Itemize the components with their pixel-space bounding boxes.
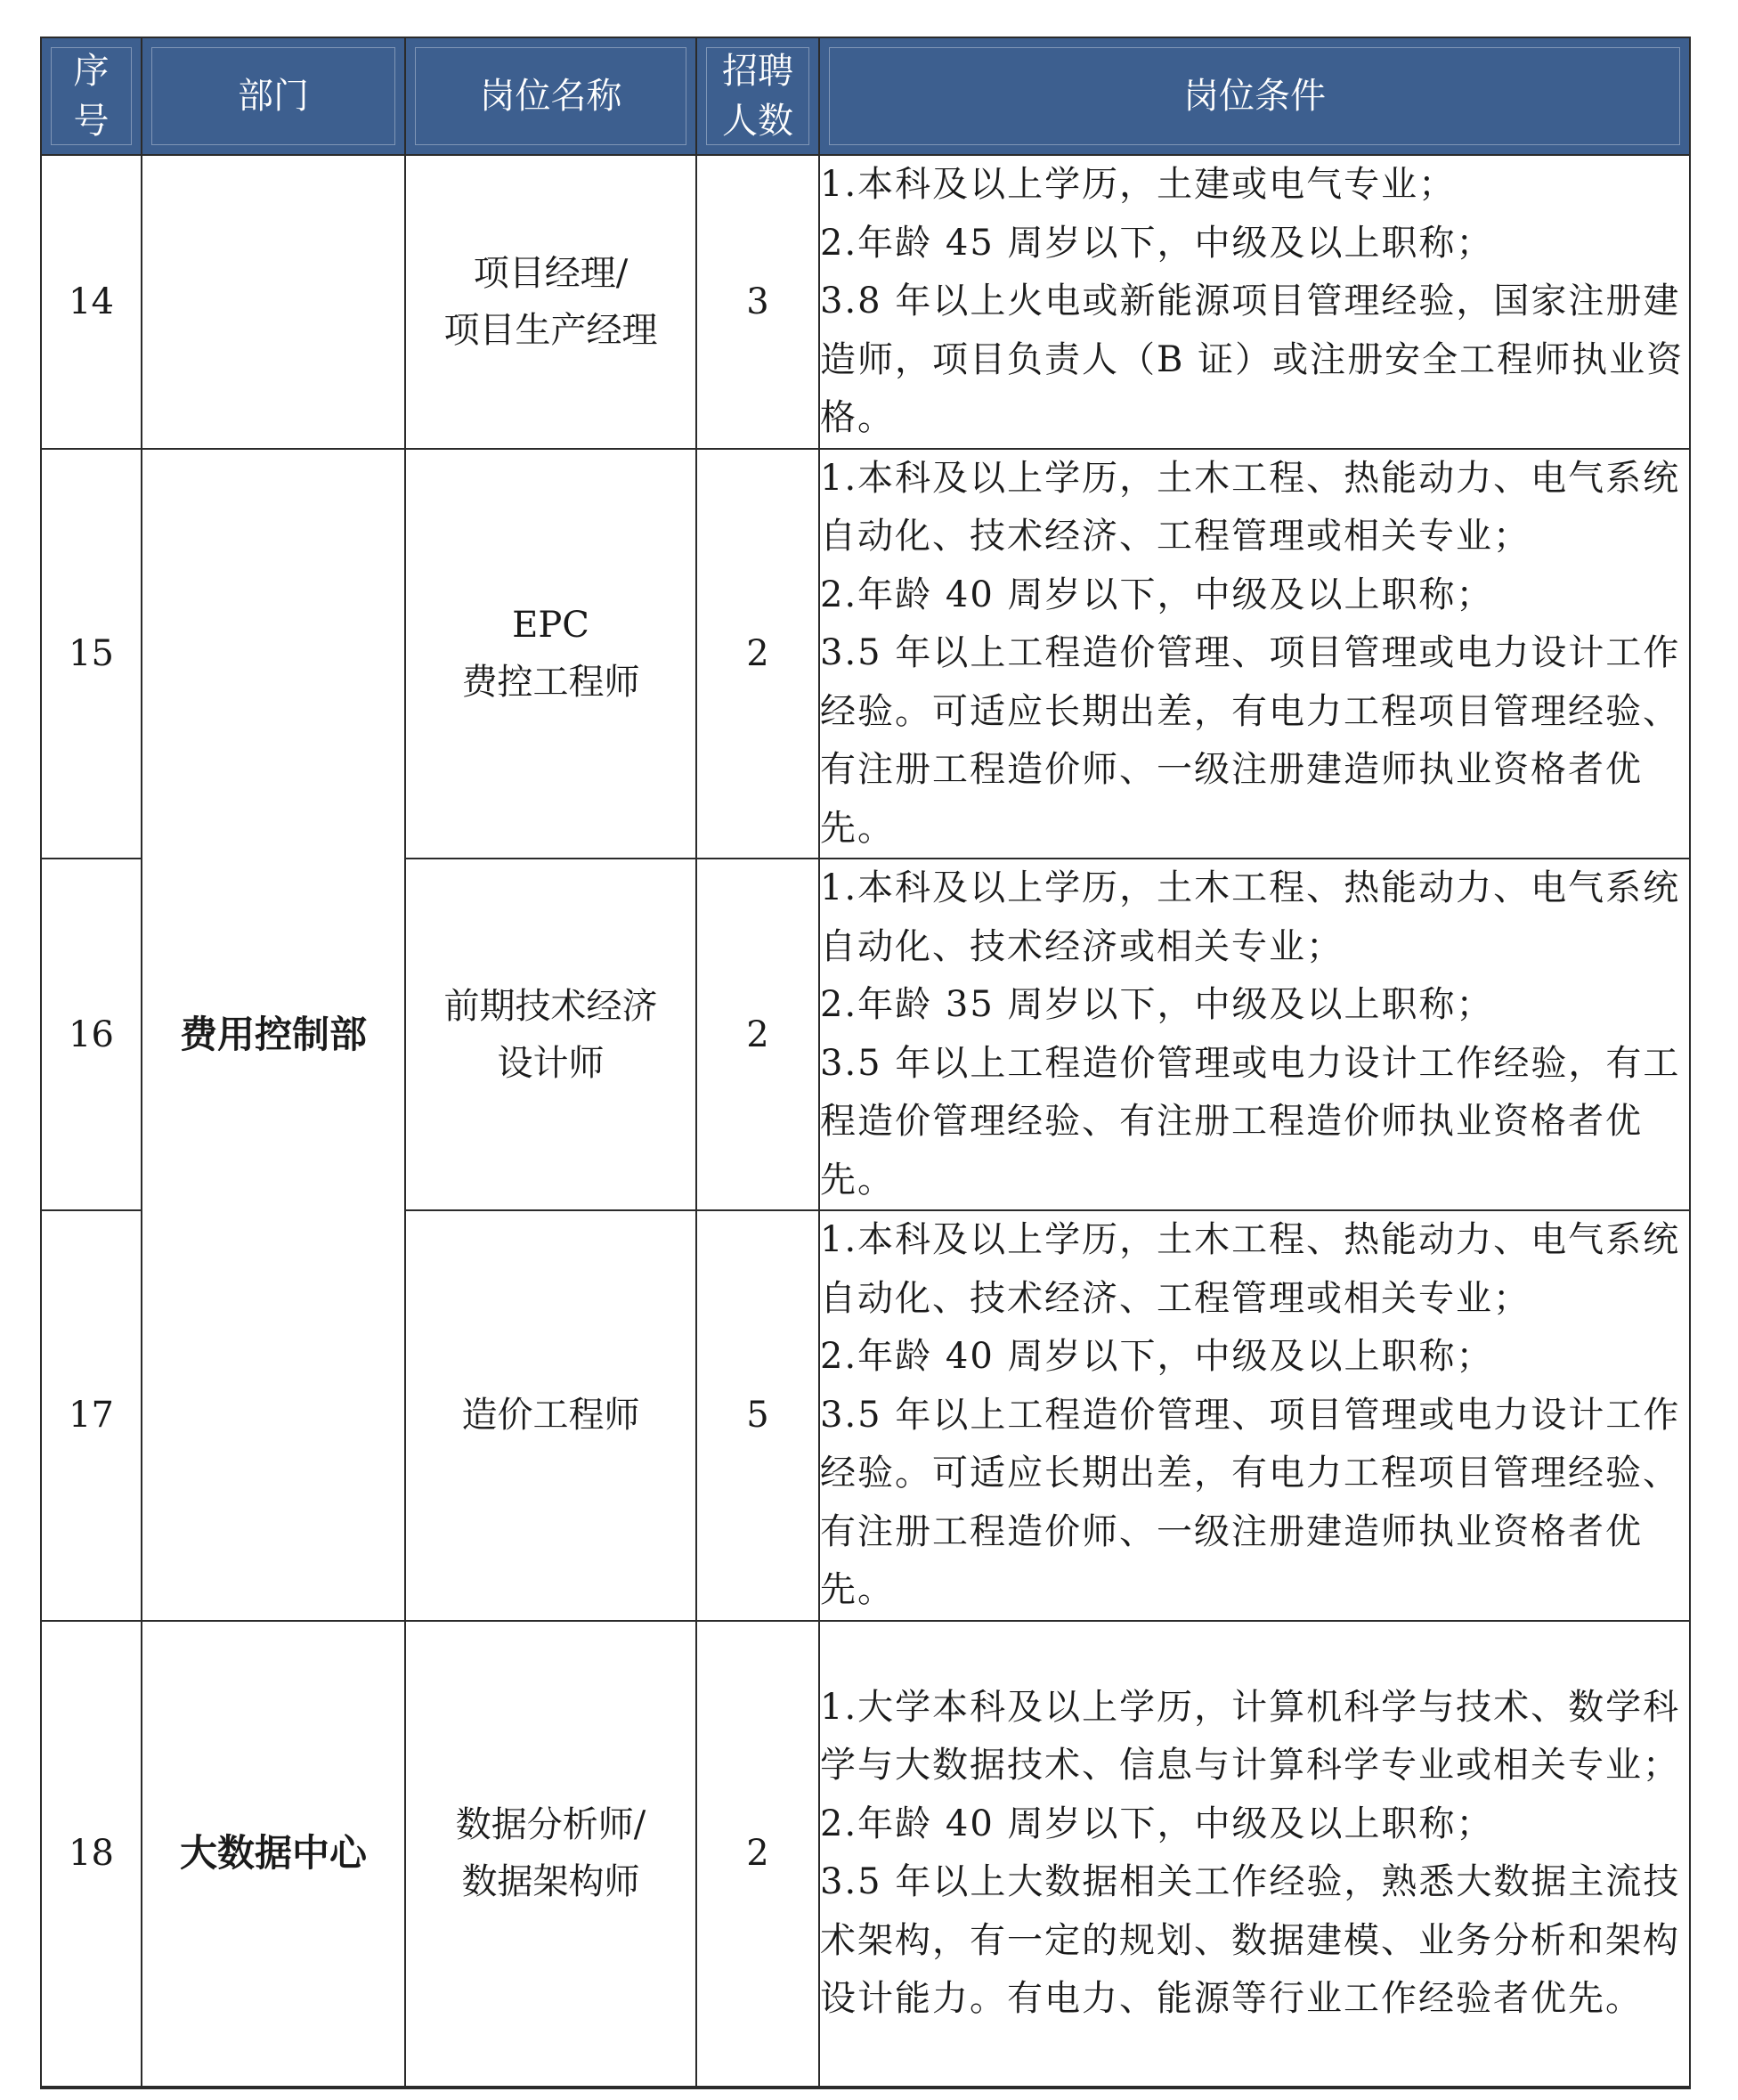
- header-conditions: [819, 37, 1690, 155]
- condition-item: 2.年龄 40 周岁以下，中级及以上职称；: [820, 574, 1494, 615]
- position-line: 费控工程师: [461, 661, 640, 703]
- position-line: 数据架构师: [461, 1861, 640, 1902]
- row-count: 5: [696, 1210, 819, 1621]
- condition-item: 2.年龄 35 周岁以下，中级及以上职称；: [820, 984, 1494, 1025]
- header-seq: [41, 37, 142, 155]
- position-line: 项目生产经理: [443, 309, 658, 351]
- table-row: [41, 155, 1690, 449]
- condition-item: 1.大学本科及以上学历，计算机科学与技术、数学科学与大数据技术、信息与计算科学专业或相关专业；: [820, 1686, 1681, 1786]
- condition-item: 2.年龄 40 周岁以下，中级及以上职称；: [820, 1336, 1494, 1377]
- recruitment-table: [40, 37, 1691, 2089]
- row-count: 2: [696, 449, 819, 859]
- position-line: 前期技术经济: [443, 985, 658, 1027]
- header-dept: [142, 37, 405, 155]
- header-position-label: 岗位名称: [479, 76, 622, 117]
- row-position: [405, 1621, 696, 2088]
- row-position: [405, 1210, 696, 1621]
- position-line: EPC: [512, 604, 589, 646]
- header-count-line2: 人数: [722, 101, 793, 142]
- condition-item: 2.年龄 45 周岁以下，中级及以上职称；: [820, 222, 1494, 264]
- row-seq: 17: [41, 1210, 142, 1621]
- header-seq-line1: 序: [73, 51, 110, 92]
- row-position: [405, 859, 696, 1210]
- condition-item: 1.本科及以上学历，土木工程、热能动力、电气系统自动化、技术经济或相关专业；: [820, 867, 1681, 967]
- header-seq-line2: 号: [73, 101, 110, 142]
- header-dept-label: 部门: [238, 76, 309, 117]
- row-position: [405, 449, 696, 859]
- condition-item: 3.8 年以上火电或新能源项目管理经验，国家注册建造师，项目负责人（B 证）或注册安全工程师执业资格。: [820, 281, 1685, 438]
- row-conditions: [819, 1210, 1690, 1621]
- row-conditions: [819, 155, 1690, 449]
- header-count-line1: 招聘: [722, 51, 793, 92]
- position-line: 造价工程师: [461, 1395, 640, 1437]
- row-seq: 16: [41, 859, 142, 1210]
- condition-item: 3.5 年以上工程造价管理或电力设计工作经验，有工程造价管理经验、有注册工程造价师执业资格者优先。: [820, 1042, 1681, 1201]
- row-conditions: [819, 859, 1690, 1210]
- row-count: 2: [696, 859, 819, 1210]
- condition-item: 3.5 年以上大数据相关工作经验，熟悉大数据主流技术架构，有一定的规划、数据建模、业务分析和架构设计能力。有电力、能源等行业工作经验者优先。: [820, 1861, 1681, 2019]
- row-count: 3: [696, 155, 819, 449]
- row-count: 2: [696, 1621, 819, 2088]
- table-header: [41, 37, 1690, 155]
- condition-item: 3.5 年以上工程造价管理、项目管理或电力设计工作经验。可适应长期出差，有电力工程项目管理经验、有注册工程造价师、一级注册建造师执业资格者优先。: [820, 632, 1681, 849]
- position-line: 设计师: [497, 1042, 605, 1084]
- condition-item: 3.5 年以上工程造价管理、项目管理或电力设计工作经验。可适应长期出差，有电力工程项目管理经验、有注册工程造价师、一级注册建造师执业资格者优先。: [820, 1394, 1681, 1610]
- row-seq: 14: [41, 155, 142, 449]
- row-seq: 15: [41, 449, 142, 859]
- row-dept: 大数据中心: [142, 1621, 405, 2088]
- table-row: [41, 1621, 1690, 2088]
- row-conditions: [819, 449, 1690, 859]
- condition-item: 1.本科及以上学历，土木工程、热能动力、电气系统自动化、技术经济、工程管理或相关专业；: [820, 1219, 1681, 1319]
- condition-item: 2.年龄 40 周岁以下，中级及以上职称；: [820, 1803, 1494, 1844]
- row-seq: 18: [41, 1621, 142, 2088]
- header-count: [696, 37, 819, 155]
- table-row: [41, 449, 1690, 859]
- position-line: 项目经理/: [473, 252, 629, 294]
- header-conditions-label: 岗位条件: [1183, 76, 1326, 117]
- condition-item: 1.本科及以上学历，土建或电气专业；: [820, 164, 1457, 205]
- position-line: 数据分析师/: [455, 1804, 646, 1845]
- row-dept: 费用控制部: [142, 449, 405, 1621]
- row-conditions: [819, 1621, 1690, 2088]
- row-dept-empty: [142, 155, 405, 449]
- condition-item: 1.本科及以上学历，土木工程、热能动力、电气系统自动化、技术经济、工程管理或相关专业；: [820, 457, 1681, 557]
- row-position: [405, 155, 696, 449]
- header-position: [405, 37, 696, 155]
